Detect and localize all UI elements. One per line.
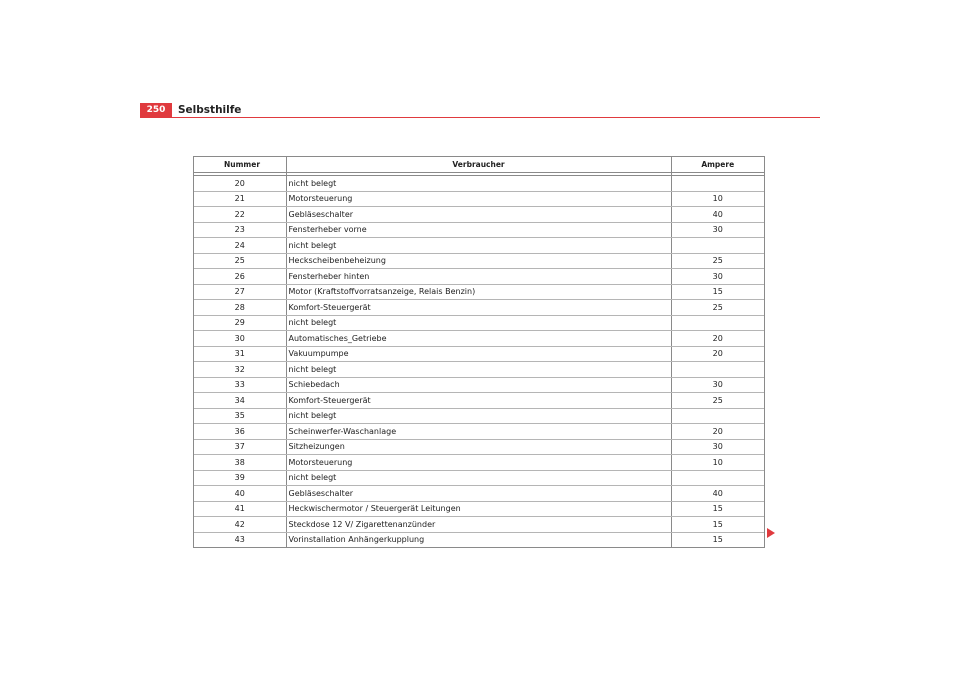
- table-row: [194, 253, 764, 269]
- table-row: [194, 346, 764, 362]
- table-row: [194, 269, 764, 285]
- fuse-ampere: [671, 408, 764, 424]
- fuse-consumer: Komfort-Steuergerät: [286, 393, 671, 409]
- triangle-right-icon[interactable]: [767, 528, 775, 538]
- fuse-number: 24: [194, 238, 286, 254]
- fuse-ampere: 15: [712, 535, 723, 545]
- section-title: Selbsthilfe: [178, 104, 242, 116]
- fuse-consumer: Heckwischermotor / Steuergerät Leitungen: [286, 501, 671, 517]
- fuse-number: 31: [194, 346, 286, 362]
- fuse-consumer: Motorsteuerung: [286, 455, 671, 471]
- table-row: [194, 300, 764, 316]
- table-row: [194, 455, 764, 471]
- fuse-consumer: nicht belegt: [286, 362, 671, 378]
- table-row: [194, 238, 764, 254]
- fuse-consumer: Vakuumpumpe: [286, 346, 671, 362]
- table-row: [194, 470, 764, 486]
- column-header-ampere: Ampere: [671, 157, 764, 173]
- fuse-ampere: 15: [671, 517, 764, 533]
- fuse-consumer: Gebläseschalter: [286, 207, 671, 223]
- fuse-ampere: 30: [671, 222, 764, 238]
- table-header-row: [194, 157, 764, 173]
- fuse-number: 38: [194, 455, 286, 471]
- fuse-consumer: nicht belegt: [286, 470, 671, 486]
- fuse-number: 34: [194, 393, 286, 409]
- column-header-consumer: Verbraucher: [286, 157, 671, 173]
- fuse-ampere: [671, 362, 764, 378]
- fuse-number: 20: [194, 176, 286, 192]
- fuse-number: 27: [194, 284, 286, 300]
- fuse-ampere: 40: [671, 207, 764, 223]
- fuse-number: 40: [194, 486, 286, 502]
- fuse-ampere: 40: [671, 486, 764, 502]
- table-row: [194, 501, 764, 517]
- table-row: [194, 176, 764, 192]
- fuse-number: 29: [194, 315, 286, 331]
- fuse-ampere: [671, 176, 764, 192]
- fuse-number: 41: [194, 501, 286, 517]
- fuse-consumer: Vorinstallation Anhängerkupplung: [286, 532, 671, 547]
- fuse-number: 25: [194, 253, 286, 269]
- fuse-number: 37: [194, 439, 286, 455]
- fuse-ampere: 25: [671, 253, 764, 269]
- fuse-number: 39: [194, 470, 286, 486]
- fuse-consumer: Heckscheibenbeheizung: [286, 253, 671, 269]
- table-row: [194, 486, 764, 502]
- table-row: [194, 284, 764, 300]
- table-row: [194, 424, 764, 440]
- fuse-number: 36: [194, 424, 286, 440]
- fuse-consumer: nicht belegt: [286, 238, 671, 254]
- fuse-consumer: Sitzheizungen: [286, 439, 671, 455]
- fuse-ampere: 15: [671, 501, 764, 517]
- fuse-number: 28: [194, 300, 286, 316]
- fuse-consumer: Schiebedach: [286, 377, 671, 393]
- fuse-number: 23: [194, 222, 286, 238]
- fuse-number: 43: [194, 532, 286, 547]
- fuse-consumer: nicht belegt: [286, 315, 671, 331]
- column-header-number: Nummer: [194, 157, 286, 173]
- table-row: [194, 408, 764, 424]
- fuse-number: 26: [194, 269, 286, 285]
- fuse-table-grid: [194, 157, 764, 547]
- table-row: [194, 315, 764, 331]
- fuse-consumer: Fensterheber hinten: [286, 269, 671, 285]
- fuse-number: 32: [194, 362, 286, 378]
- fuse-ampere: [671, 470, 764, 486]
- fuse-ampere: 15: [671, 284, 764, 300]
- page-number: 250: [140, 103, 172, 117]
- table-row: [194, 191, 764, 207]
- fuse-ampere: 30: [671, 269, 764, 285]
- header-rule: [140, 117, 820, 118]
- fuse-ampere: 20: [671, 331, 764, 347]
- fuse-number: 22: [194, 207, 286, 223]
- fuse-consumer: nicht belegt: [286, 408, 671, 424]
- fuse-consumer: Gebläseschalter: [286, 486, 671, 502]
- fuse-ampere: 20: [671, 346, 764, 362]
- fuse-number: 21: [194, 191, 286, 207]
- fuse-ampere: 10: [671, 191, 764, 207]
- fuse-ampere: 25: [671, 393, 764, 409]
- table-row: [194, 377, 764, 393]
- fuse-consumer: Komfort-Steuergerät: [286, 300, 671, 316]
- fuse-ampere: [671, 315, 764, 331]
- fuse-consumer: Motor (Kraftstoffvorratsanzeige, Relais Benzin): [286, 284, 671, 300]
- table-row: [194, 331, 764, 347]
- fuse-consumer: Motorsteuerung: [286, 191, 671, 207]
- fuse-consumer: nicht belegt: [286, 176, 671, 192]
- fuse-consumer: Fensterheber vorne: [286, 222, 671, 238]
- table-row: [194, 222, 764, 238]
- fuse-ampere: 10: [671, 455, 764, 471]
- fuse-table: [193, 156, 765, 548]
- fuse-number: 30: [194, 331, 286, 347]
- fuse-ampere: 30: [671, 377, 764, 393]
- fuse-ampere: 25: [671, 300, 764, 316]
- table-row: [194, 517, 764, 533]
- table-row: [194, 439, 764, 455]
- fuse-ampere: 30: [671, 439, 764, 455]
- table-row: [194, 362, 764, 378]
- fuse-number: 42: [194, 517, 286, 533]
- fuse-consumer: Steckdose 12 V/ Zigarettenanzünder: [286, 517, 671, 533]
- fuse-consumer: Scheinwerfer-Waschanlage: [286, 424, 671, 440]
- table-row: [194, 532, 764, 547]
- table-row: [194, 207, 764, 223]
- table-row: [194, 393, 764, 409]
- fuse-consumer: Automatisches_Getriebe: [286, 331, 671, 347]
- fuse-number: 33: [194, 377, 286, 393]
- table-body: [194, 176, 764, 548]
- fuse-ampere: 20: [671, 424, 764, 440]
- fuse-number: 35: [194, 408, 286, 424]
- fuse-ampere: [671, 238, 764, 254]
